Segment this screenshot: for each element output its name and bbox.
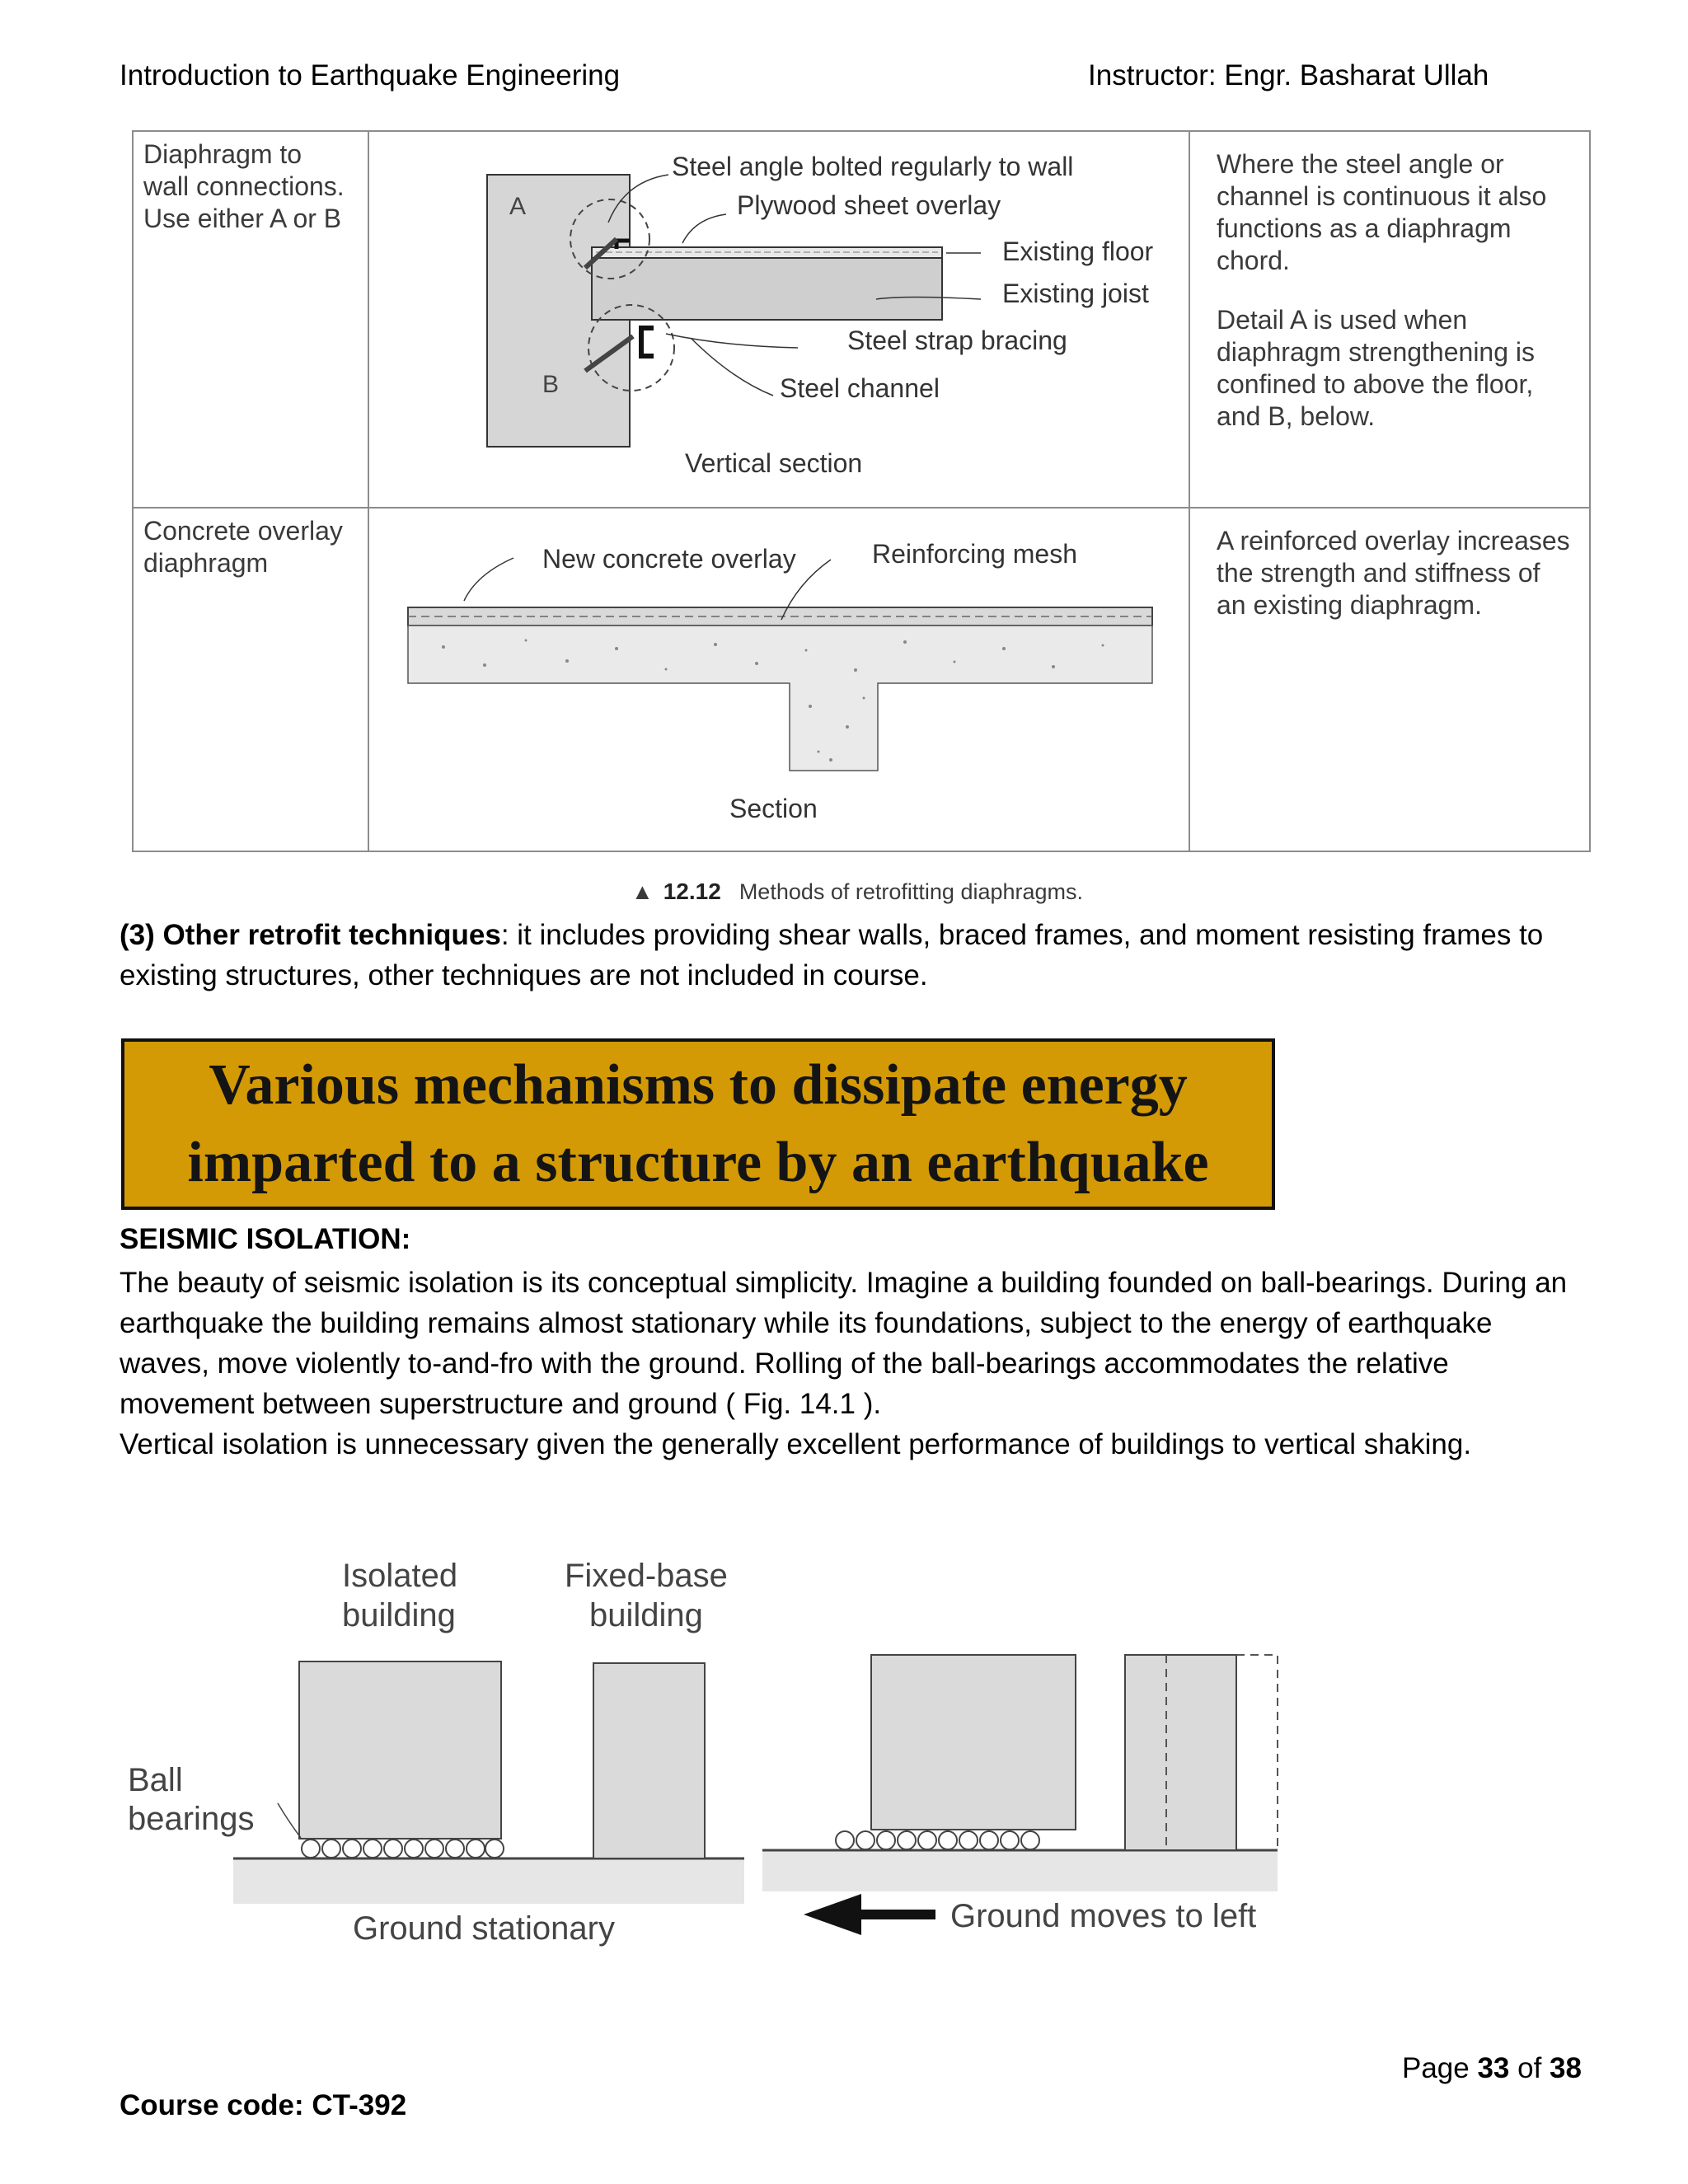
ball-label-2: bearings: [128, 1801, 255, 1837]
steel-channel: [641, 328, 654, 356]
triangle-icon: ▲: [631, 879, 654, 904]
seismic-isolation-heading: SEISMIC ISOLATION:: [120, 1223, 411, 1255]
strap-bracing-label: Steel strap bracing: [847, 326, 1067, 355]
energy-dissipation-banner: Various mechanisms to dissipate energy imparted to a structure by an earthquake: [121, 1038, 1275, 1210]
ground-moves-label: Ground moves to left: [950, 1898, 1257, 1934]
row2-label-cell: [133, 508, 368, 851]
label-b: B: [542, 371, 560, 398]
row2-note: A reinforced overlay increases the strength and stiffness of an existing diaphragm.: [1217, 526, 1570, 620]
existing-slab: [408, 626, 1152, 771]
row1-figure-cell: [368, 131, 1189, 508]
row1-note: Where the steel angle or channel is continuous it also functions as a diaphragm chord. Detail A is used when diaphragm strengthening is confined to above the floor, and B, below.: [1217, 149, 1547, 431]
table-row: [133, 508, 1590, 851]
retrofit-table: [132, 130, 1591, 852]
steel-channel-label: Steel channel: [780, 373, 940, 403]
vertical-section-label: Vertical section: [685, 448, 863, 478]
concrete-overlay-figure: [369, 509, 1189, 846]
section-label: Section: [729, 794, 818, 823]
ground-left: [233, 1858, 744, 1904]
plywood-label: Plywood sheet overlay: [737, 190, 1001, 220]
row1-note-cell: [1189, 131, 1590, 508]
course-code: Course code: CT-392: [120, 2089, 407, 2121]
isolated-building-moved: [871, 1655, 1076, 1830]
ground-stationary-label: Ground stationary: [353, 1910, 615, 1947]
label-a: A: [509, 193, 527, 220]
ball-bearings-right: [836, 1831, 1039, 1849]
row2-figure-cell: [368, 508, 1189, 851]
row2-note-cell: [1189, 508, 1590, 851]
isolated-building-label-1: Isolated: [342, 1558, 458, 1594]
existing-joist: [592, 258, 942, 320]
table-row: [133, 131, 1590, 508]
vertical-isolation-paragraph: Vertical isolation is unnecessary given the generally excellent performance of buildings to vertical shaking.: [120, 1428, 1472, 1460]
existing-joist-label: Existing joist: [1002, 279, 1149, 308]
other-retrofit-paragraph: (3) Other retrofit techniques: it includes providing shear walls, braced frames, and moment resisting frames to existing structures, other techniques are not included in course.: [120, 919, 1544, 991]
ball-label-1: Ball: [128, 1762, 183, 1798]
existing-floor-label: Existing floor: [1002, 237, 1154, 266]
isolated-building: [299, 1661, 501, 1839]
fixed-base-label-2: building: [589, 1597, 703, 1633]
page-number: Page 33 of 38: [1402, 2052, 1582, 2084]
fixed-base-building-moved: [1125, 1655, 1236, 1850]
seismic-isolation-figure: [120, 1541, 1306, 1970]
header-course-title: Introduction to Earthquake Engineering: [120, 59, 621, 91]
row1-label-cell: [133, 131, 368, 508]
steel-angle-label: Steel angle bolted regularly to wall: [672, 152, 1074, 181]
row1-label: Diaphragm to wall connections. Use either A or B: [143, 139, 345, 233]
row2-label: Concrete overlay diaphragm: [143, 516, 343, 578]
figure-caption: ▲ 12.12 Methods of retrofitting diaphragms.: [631, 879, 1084, 904]
isolated-building-label-2: building: [342, 1597, 456, 1633]
seismic-isolation-paragraph: The beauty of seismic isolation is its conceptual simplicity. Imagine a building founded on ball-bearings. During an earthquake the building remains almost stationary while its foundations, subject to the energy of earthquake waves, move violently to-and-fro with the ground. Rolling of the ball-bearings accommodates the relative movement between superstructure and ground ( Fig. 14.1 ).: [120, 1267, 1568, 1420]
ball-bearings-left: [302, 1840, 504, 1858]
left-arrow-icon: [804, 1894, 935, 1935]
diaphragm-wall-connection-figure: [369, 132, 1189, 503]
fixed-base-label-1: Fixed-base: [565, 1558, 728, 1594]
ground-right: [762, 1850, 1278, 1891]
fixed-base-building: [593, 1663, 705, 1858]
header-instructor: Instructor: Engr. Basharat Ullah: [1088, 59, 1489, 91]
reinforcing-mesh-label: Reinforcing mesh: [872, 539, 1077, 569]
new-concrete-overlay-label: New concrete overlay: [542, 544, 796, 574]
